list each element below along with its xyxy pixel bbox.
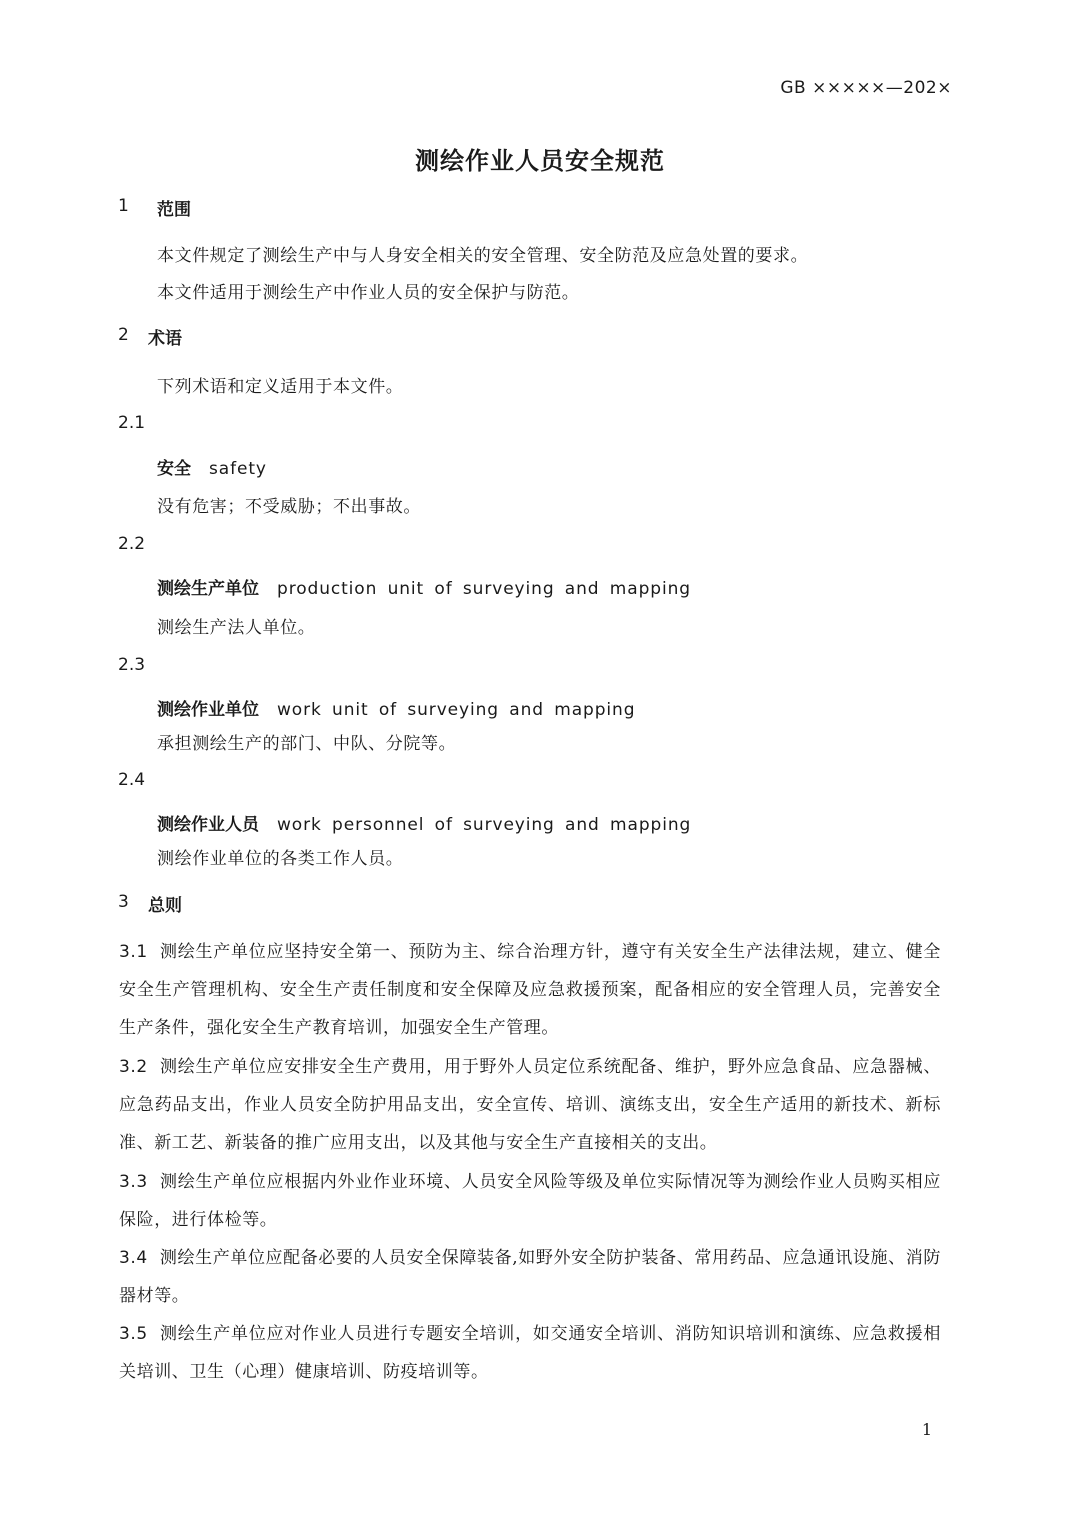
clause-text: 测绘生产单位应安排安全生产费用，用于野外人员定位系统配备、维护，野外应急食品、应急器械、应急药品支出，作业人员安全防护用品支出，安全宣传、培训、演练支出，安全生产适用的新技术、新标准、新工艺、新装备的推广应用支出，以及其他与安全生产直接相关的支出。 xyxy=(119,1057,941,1153)
clause-text: 测绘生产单位应配备必要的人员安全保障装备,如野外安全防护装备、常用药品、应急通讯设施、消防器材等。 xyxy=(119,1248,941,1306)
standard-number: GB ×××××—202× xyxy=(780,78,952,98)
term-definition: 测绘生产法人单位。 xyxy=(157,618,316,638)
term-number: 2.4 xyxy=(118,770,146,790)
clause-number: 3.2 xyxy=(119,1057,148,1077)
section-1-number: 1 xyxy=(118,196,129,216)
term-cn: 安全 xyxy=(157,459,191,479)
term-cn: 测绘作业人员 xyxy=(157,815,259,835)
term-heading xyxy=(157,574,691,599)
term-definition: 承担测绘生产的部门、中队、分院等。 xyxy=(157,734,457,754)
section-3-title: 总则 xyxy=(148,896,182,916)
clause xyxy=(119,1163,941,1239)
section-1-paragraph: 本文件适用于测绘生产中作业人员的安全保护与防范。 xyxy=(157,283,580,303)
section-2-intro: 下列术语和定义适用于本文件。 xyxy=(157,377,404,397)
term-en: safety xyxy=(209,459,267,479)
clause xyxy=(119,1315,941,1391)
term-heading xyxy=(157,810,691,835)
term-cn: 测绘作业单位 xyxy=(157,700,259,720)
section-2-number: 2 xyxy=(118,325,129,345)
section-1-title: 范围 xyxy=(157,200,191,220)
term-definition: 测绘作业单位的各类工作人员。 xyxy=(157,849,404,869)
clause xyxy=(119,933,941,1047)
clause-text: 测绘生产单位应根据内外业作业环境、人员安全风险等级及单位实际情况等为测绘作业人员购买相应保险，进行体检等。 xyxy=(119,1172,941,1230)
clause-text: 测绘生产单位应坚持安全第一、预防为主、综合治理方针，遵守有关安全生产法律法规，建立、健全安全生产管理机构、安全生产责任制度和安全保障及应急救援预案，配备相应的安全管理人员，完善安全生产条件，强化安全生产教育培训，加强安全生产管理。 xyxy=(119,942,941,1038)
term-definition: 没有危害；不受威胁；不出事故。 xyxy=(157,497,421,517)
clause-number: 3.3 xyxy=(119,1172,148,1192)
page-number: 1 xyxy=(921,1420,932,1439)
term-en: work unit of surveying and mapping xyxy=(277,700,636,720)
term-cn: 测绘生产单位 xyxy=(157,579,259,599)
term-number: 2.2 xyxy=(118,534,146,554)
clause-number: 3.4 xyxy=(119,1248,148,1268)
section-3-number: 3 xyxy=(118,892,129,912)
term-number: 2.1 xyxy=(118,413,146,433)
clause xyxy=(119,1239,941,1315)
clause-text: 测绘生产单位应对作业人员进行专题安全培训，如交通安全培训、消防知识培训和演练、应急救援相关培训、卫生（心理）健康培训、防疫培训等。 xyxy=(119,1324,941,1382)
term-en: work personnel of surveying and mapping xyxy=(277,815,692,835)
section-1-paragraph: 本文件规定了测绘生产中与人身安全相关的安全管理、安全防范及应急处置的要求。 xyxy=(157,246,809,266)
term-number: 2.3 xyxy=(118,655,146,675)
term-en: production unit of surveying and mapping xyxy=(277,579,691,599)
document-title: 测绘作业人员安全规范 xyxy=(415,146,665,175)
clause-number: 3.5 xyxy=(119,1324,148,1344)
term-heading xyxy=(157,695,635,720)
clause xyxy=(119,1048,941,1162)
section-2-title: 术语 xyxy=(148,329,182,349)
term-heading xyxy=(157,454,267,479)
clause-number: 3.1 xyxy=(119,942,148,962)
